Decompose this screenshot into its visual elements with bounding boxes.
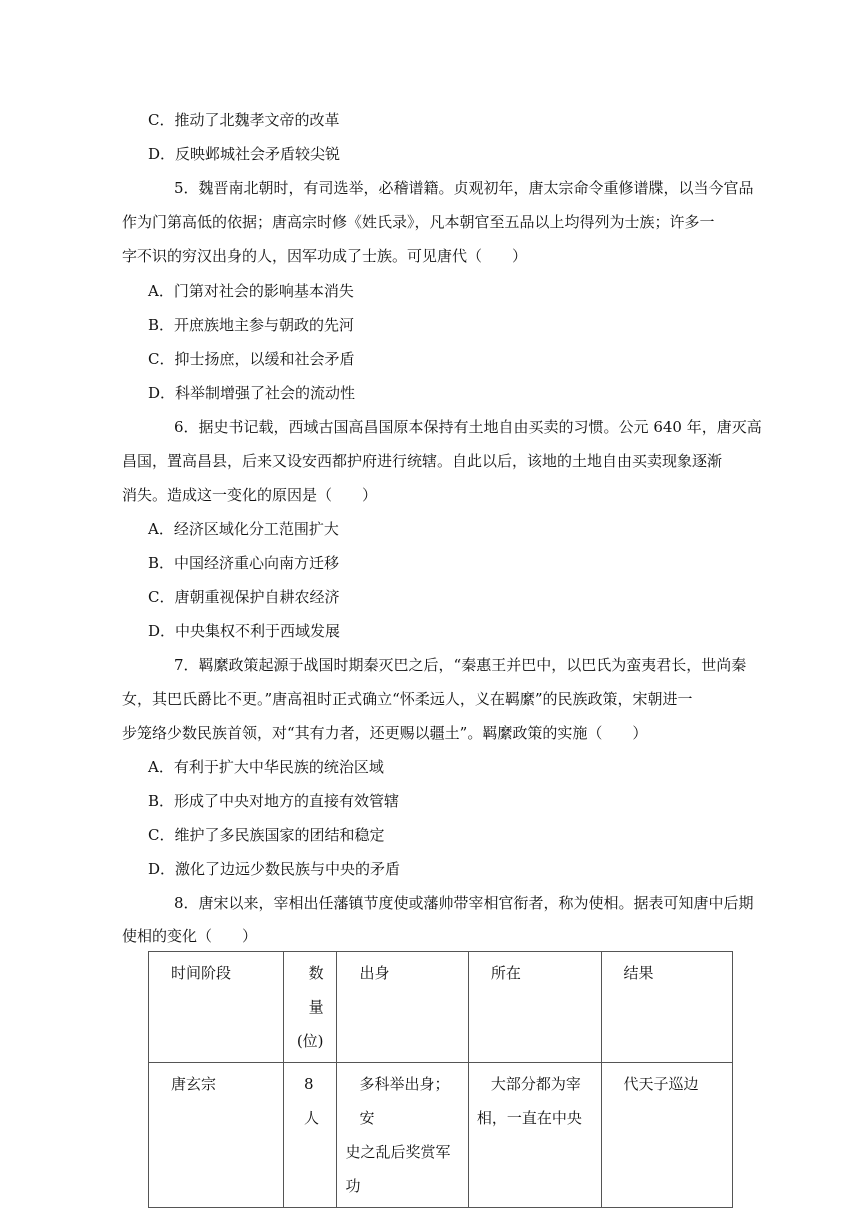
q7-option-a: A．有利于扩大中华民族的统治区域 <box>148 758 384 776</box>
q7-option-b: B．形成了中央对地方的直接有效管辖 <box>148 792 400 810</box>
q6-option-d: D．中央集权不利于西域发展 <box>148 622 341 640</box>
cell-origin-line-2: 史之乱后奖赏军功 <box>345 1143 451 1195</box>
q6-option-a: A．经济区域化分工范围扩大 <box>148 520 339 538</box>
q6-option-b: B．中国经济重心向南方迁移 <box>148 554 340 572</box>
header-count-unit: (位) <box>296 1032 324 1050</box>
cell-period: 唐玄宗 <box>171 1075 217 1093</box>
q4-option-d: D．反映邺城社会矛盾较尖锐 <box>148 145 341 163</box>
q8-table <box>148 951 733 1208</box>
header-count: 数量 <box>308 964 324 1016</box>
q5-option-d: D．科举制增强了社会的流动性 <box>148 384 356 402</box>
header-location: 所在 <box>490 964 521 982</box>
q7-option-c: C．维护了多民族国家的团结和稳定 <box>148 826 385 844</box>
q5-stem-line-2: 作为门第高低的依据；唐高宗时修《姓氏录》，凡本朝官至五品以上均得列为士族；许多一 <box>122 213 715 231</box>
q6-stem-line-3: 消失。造成这一变化的原因是（ ） <box>122 486 378 504</box>
q7-option-d: D．激化了边远少数民族与中央的矛盾 <box>148 860 401 878</box>
q7-stem-line-2: 女，其巴氏爵比不更。”唐高祖时正式确立“怀柔远人，义在羁縻”的民族政策，宋朝进一 <box>122 690 693 708</box>
q5-stem-line-1: 5．魏晋南北朝时，有司选举，必稽谱籍。贞观初年，唐太宗命令重修谱牒，以当今官品 <box>174 179 754 197</box>
q8-stem-line-1: 8．唐宋以来，宰相出任藩镇节度使或藩帅带宰相官衔者，称为使相。据表可知唐中后期 <box>174 894 754 912</box>
q5-option-a: A．门第对社会的影响基本消失 <box>148 282 354 300</box>
q8-stem-line-2: 使相的变化（ ） <box>122 927 258 945</box>
q6-stem-line-2: 昌国，置高昌县，后来又设安西都护府进行统辖。自此以后，该地的土地自由买卖现象逐渐 <box>122 452 723 470</box>
table-row <box>149 1063 733 1208</box>
q5-option-c: C．抑士扬庶，以缓和社会矛盾 <box>148 350 355 368</box>
header-result: 结果 <box>623 964 654 982</box>
cell-location-line-1: 大部分都为宰 <box>490 1075 581 1093</box>
cell-location-line-2: 相，一直在中央 <box>476 1109 582 1127</box>
q7-stem-line-3: 步笼络少数民族首领，对“其有力者，还更赐以疆土”。羁縻政策的实施（ ） <box>122 724 648 742</box>
q5-option-b: B．开庶族地主参与朝政的先河 <box>148 316 355 334</box>
q7-stem-line-1: 7．羁縻政策起源于战国时期秦灭巴之后，“秦惠王并巴中，以巴氏为蛮夷君长，世尚秦 <box>174 656 747 674</box>
q6-option-c: C．唐朝重视保护自耕农经济 <box>148 588 340 606</box>
q6-stem-line-1: 6．据史书记载，西域古国高昌国原本保持有土地自由买卖的习惯。公元 640 年，唐灭高 <box>174 418 762 436</box>
q5-stem-line-3: 字不识的穷汉出身的人，因军功成了士族。可见唐代（ ） <box>122 247 528 265</box>
header-origin: 出身 <box>359 964 390 982</box>
q4-option-c: C．推动了北魏孝文帝的改革 <box>148 111 340 129</box>
cell-origin-line-1: 多科举出身；安 <box>359 1075 450 1127</box>
cell-count: 8 人 <box>303 1075 319 1127</box>
table-header-row <box>149 952 733 1063</box>
header-period: 时间阶段 <box>171 964 232 982</box>
cell-result: 代天子巡边 <box>623 1075 699 1093</box>
